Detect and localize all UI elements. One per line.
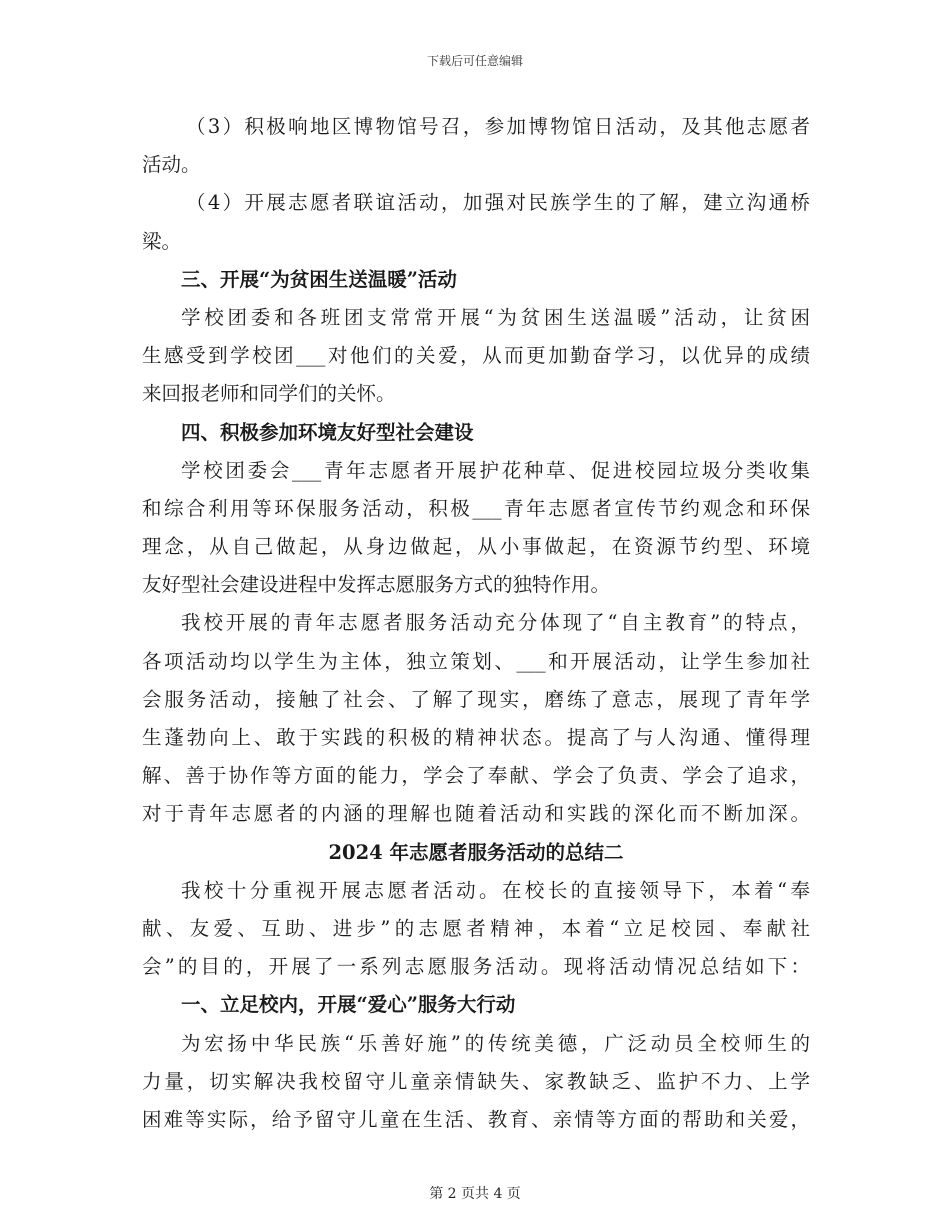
paragraph-line: 活动。 xyxy=(142,153,201,177)
paragraph-line: 学校团委和各班团支常常开展“为贫困生送温暖”活动，让贫困 xyxy=(181,305,810,329)
section-heading: 一、立足校内，开展“爱心”服务大行动 xyxy=(181,993,516,1017)
paragraph-line: 会服务活动，接触了社会、了解了现实，磨练了意志，展现了青年学 xyxy=(142,687,810,711)
paragraph-line: 会”的目的，开展了一系列志愿服务活动。现将活动情况总结如下： xyxy=(142,955,810,979)
paragraph-line: 献、友爱、互助、进步”的志愿者精神，本着“立足校园、奉献社 xyxy=(142,916,810,940)
paragraph-line: 和综合利用等环保服务活动，积极___青年志愿者宣传节约观念和环保 xyxy=(142,496,810,520)
paragraph-line: 为宏扬中华民族“乐善好施”的传统美德，广泛动员全校师生的 xyxy=(181,1031,810,1055)
section-heading: 四、积极参加环境友好型社会建设 xyxy=(181,420,474,444)
paragraph-line: 各项活动均以学生为主体，独立策划、___和开展活动，让学生参加社 xyxy=(142,649,810,673)
page-header: 下载后可任意编辑 xyxy=(426,54,523,68)
document-body xyxy=(142,108,810,1139)
paragraph-line: 我校开展的青年志愿者服务活动充分体现了“自主教育”的特点， xyxy=(181,611,810,635)
paragraph-line: 友好型社会建设进程中发挥志愿服务方式的独特作用。 xyxy=(142,573,611,597)
paragraph-line: 我校十分重视开展志愿者活动。在校长的直接领导下，本着“奉 xyxy=(181,878,810,902)
section-heading: 三、开展“为贫困生送温暖”活动 xyxy=(181,267,457,291)
paragraph-line: （3）积极响地区博物馆号召，参加博物馆日活动，及其他志愿者 xyxy=(186,115,810,138)
paragraph-line: 学校团委会___青年志愿者开展护花种草、促进校园垃圾分类收集 xyxy=(181,458,810,482)
page-footer: 第 2 页共 4 页 xyxy=(429,1186,521,1202)
section-heading: 2024 年志愿者服务活动的总结二 xyxy=(328,840,624,864)
paragraph-line: 生感受到学校团___对他们的关爱，从而更加勤奋学习，以优异的成绩 xyxy=(142,344,810,368)
paragraph-line: 理念，从自己做起，从身边做起，从小事做起，在资源节约型、环境 xyxy=(142,535,810,559)
paragraph-line: （4）开展志愿者联谊活动，加强对民族学生的了解，建立沟通桥 xyxy=(186,191,810,215)
paragraph-line: 生蓬勃向上、敢于实践的积极的精神状态。提高了与人沟通、懂得理 xyxy=(142,726,810,749)
paragraph-line: 困难等实际，给予留守儿童在生活、教育、亲情等方面的帮助和关爱， xyxy=(142,1107,810,1131)
paragraph-line: 来回报老师和同学们的关怀。 xyxy=(142,382,396,406)
paragraph-line: 梁。 xyxy=(142,229,182,253)
paragraph-line: 解、善于协作等方面的能力，学会了奉献、学会了负责、学会了追求， xyxy=(142,764,810,788)
paragraph-line: 对于青年志愿者的内涵的理解也随着活动和实践的深化而不断加深。 xyxy=(142,802,810,826)
paragraph-line: 力量，切实解决我校留守儿童亲情缺失、家教缺乏、监护不力、上学 xyxy=(142,1069,810,1093)
